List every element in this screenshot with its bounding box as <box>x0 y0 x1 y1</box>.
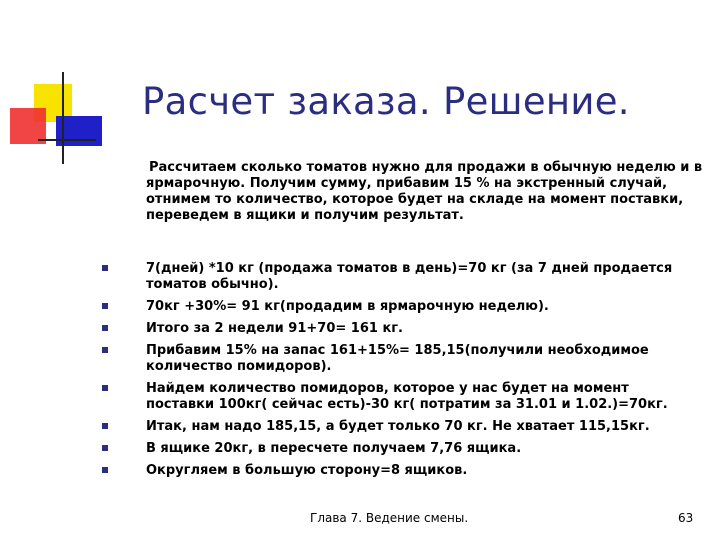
bullet-text: Итого за 2 недели 91+70= 161 кг. <box>146 321 403 336</box>
logo-horizontal-line <box>38 139 96 141</box>
bullet-text: 70кг +30%= 91 кг(продадим в ярмарочную неделю). <box>146 299 549 314</box>
bullet-square-icon <box>102 325 108 331</box>
bullet-item <box>100 343 700 375</box>
bullet-square-icon <box>102 445 108 451</box>
footer-chapter: Глава 7. Ведение смены. <box>310 511 469 525</box>
bullet-square-icon <box>102 303 108 309</box>
slide-title: Расчет заказа. Решение. <box>142 80 630 123</box>
page-number: 63 <box>678 511 694 525</box>
bullet-square-icon <box>102 265 108 271</box>
bullet-text: 7(дней) *10 кг (продажа томатов в день)=70 кг (за 7 дней продается томатов обычно). <box>146 261 673 292</box>
bullet-square-icon <box>102 347 108 353</box>
intro-paragraph <box>146 160 706 224</box>
bullet-square-icon <box>102 385 108 391</box>
bullet-item <box>100 441 700 457</box>
slide-logo-decoration <box>0 0 110 170</box>
intro-text: Рассчитаем сколько томатов нужно для продажи в обычную неделю и в ярмарочную. Получим сумму, прибавим 15 % на экстренный случай, отнимем то количество, которое будет на складе на момент поставки, переведем в ящики и получим результат. <box>146 160 703 223</box>
bullet-text: В ящике 20кг, в пересчете получаем 7,76 ящика. <box>146 441 522 456</box>
bullet-item <box>100 381 700 413</box>
bullet-item <box>100 419 700 435</box>
logo-vertical-line <box>62 72 64 164</box>
bullet-text: Округляем в большую сторону=8 ящиков. <box>146 463 468 478</box>
bullet-item <box>100 261 700 293</box>
bullet-text: Найдем количество помидоров, которое у нас будет на момент поставки 100кг( сейчас есть)-30 кг( потратим за 31.01 и 1.02.)=70кг. <box>146 381 668 412</box>
bullet-square-icon <box>102 423 108 429</box>
bullet-text: Прибавим 15% на запас 161+15%= 185,15(получили необходимое количество помидоров). <box>146 343 649 374</box>
bullet-item <box>100 463 700 479</box>
bullet-item <box>100 299 700 315</box>
bullet-item <box>100 321 700 337</box>
bullet-square-icon <box>102 467 108 473</box>
bullet-text: Итак, нам надо 185,15, а будет только 70 кг. Не хватает 115,15кг. <box>146 419 650 434</box>
bullet-list <box>100 261 700 485</box>
